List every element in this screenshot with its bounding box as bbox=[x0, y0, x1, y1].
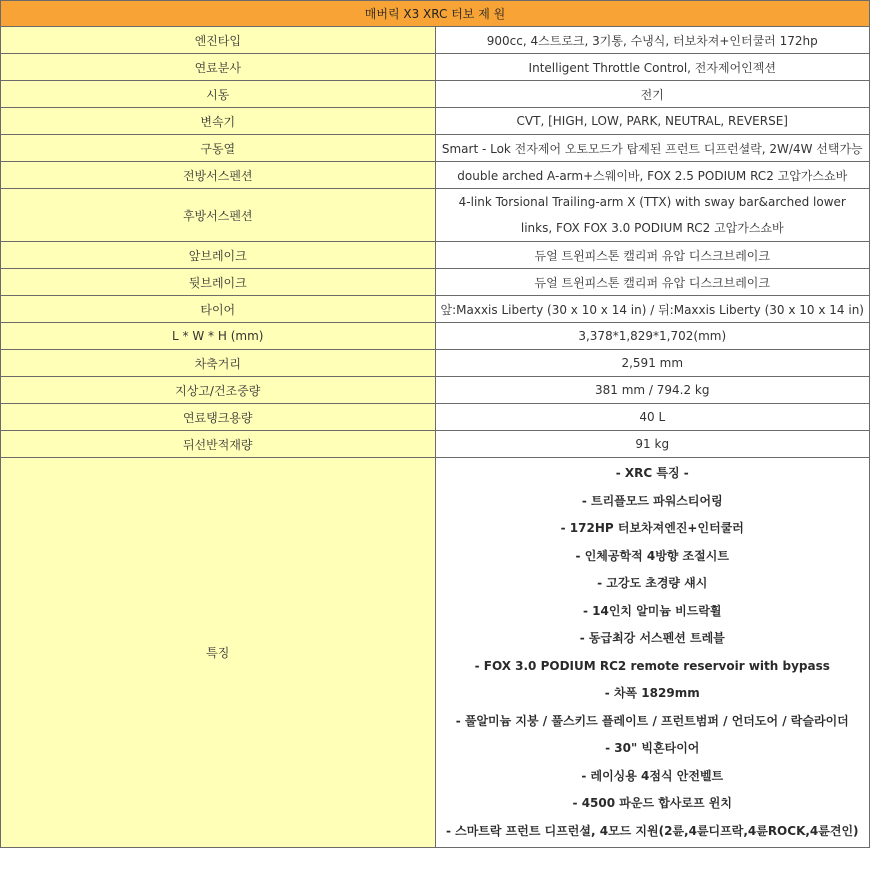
spec-label: 뒤선반적재량 bbox=[1, 431, 436, 458]
feature-item: - 14인치 알미늄 비드락휠 bbox=[582, 603, 722, 618]
feature-item: - 차폭 1829mm bbox=[604, 686, 700, 700]
spec-value: Intelligent Throttle Control, 전자제어인젝션 bbox=[435, 54, 870, 81]
spec-value: 앞:Maxxis Liberty (30 x 10 x 14 in) / 뒤:Maxxis Liberty (30 x 10 x 14 in) bbox=[435, 296, 870, 323]
spec-value: double arched A-arm+스웨이바, FOX 2.5 PODIUM RC2 고압가스쇼바 bbox=[435, 162, 870, 189]
feature-item: - 트리플모드 파워스티어링 bbox=[581, 493, 723, 508]
feature-item: - 스마트락 프런트 디프런셜, 4모드 지원(2륜,4륜디프락,4륜ROCK,4륜견인) bbox=[445, 823, 859, 838]
table-title: 매버릭 X3 XRC 터보 제 원 bbox=[1, 1, 870, 27]
spec-row-front-brake bbox=[1, 242, 870, 269]
feature-item: - FOX 3.0 PODIUM RC2 remote reservoir with bypass bbox=[474, 658, 830, 673]
feature-item: - 30" 빅혼타이어 bbox=[605, 741, 700, 755]
spec-value-line: links, FOX FOX 3.0 PODIUM RC2 고압가스쇼바 bbox=[520, 221, 784, 235]
spec-value: 듀얼 트윈피스톤 캘리퍼 유압 디스크브레이크 bbox=[435, 269, 870, 296]
spec-row-clearance-weight bbox=[1, 377, 870, 404]
spec-label: 변속기 bbox=[1, 108, 436, 135]
spec-value: CVT, [HIGH, LOW, PARK, NEUTRAL, REVERSE] bbox=[435, 108, 870, 135]
spec-row-dimensions bbox=[1, 323, 870, 350]
spec-label: 전방서스펜션 bbox=[1, 162, 436, 189]
spec-value: 381 mm / 794.2 kg bbox=[435, 377, 870, 404]
feature-item: - 인체공학적 4방향 조절시트 bbox=[575, 548, 729, 563]
features-label: 특징 bbox=[1, 458, 436, 848]
spec-row-rear-suspension bbox=[1, 189, 870, 242]
spec-label: L * W * H (mm) bbox=[1, 323, 436, 350]
spec-row-fuel-injection bbox=[1, 54, 870, 81]
spec-row-drivetrain bbox=[1, 135, 870, 162]
spec-row-engine bbox=[1, 27, 870, 54]
spec-label: 시동 bbox=[1, 81, 436, 108]
spec-value: 900cc, 4스트로크, 3기통, 수냉식, 터보차져+인터쿨러 172hp bbox=[435, 27, 870, 54]
feature-item: - 풀알미늄 지붕 / 풀스키드 플레이트 / 프런트범퍼 / 언더도어 / 락슬라이더 bbox=[455, 713, 849, 728]
feature-item: - 레이싱용 4점식 안전벨트 bbox=[581, 768, 724, 783]
spec-row-tires bbox=[1, 296, 870, 323]
spec-label: 엔진타입 bbox=[1, 27, 436, 54]
spec-label: 연료분사 bbox=[1, 54, 436, 81]
feature-item: - 고강도 초경량 섀시 bbox=[597, 576, 708, 590]
spec-value: 40 L bbox=[435, 404, 870, 431]
feature-item: - 동급최강 서스펜션 트레블 bbox=[579, 631, 725, 645]
spec-label: 앞브레이크 bbox=[1, 242, 436, 269]
spec-value: 2,591 mm bbox=[435, 350, 870, 377]
spec-row-starter bbox=[1, 81, 870, 108]
feature-item: - XRC 특징 - bbox=[615, 466, 689, 480]
feature-item: - 172HP 터보차져엔진+인터쿨러 bbox=[560, 521, 744, 535]
feature-item: - 4500 파운드 합사로프 윈치 bbox=[572, 796, 732, 810]
spec-value: 3,378*1,829*1,702(mm) bbox=[435, 323, 870, 350]
spec-row-cargo-capacity bbox=[1, 431, 870, 458]
spec-value bbox=[435, 189, 870, 242]
spec-value: Smart - Lok 전자제어 오토모드가 탑제된 프런트 디프런셜락, 2W/4W 선택가능 bbox=[435, 135, 870, 162]
spec-label: 연료탱크용량 bbox=[1, 404, 436, 431]
features-list bbox=[435, 458, 870, 848]
spec-value-line: 4-link Torsional Trailing-arm X (TTX) with sway bar&arched lower bbox=[458, 195, 846, 209]
spec-value: 전기 bbox=[435, 81, 870, 108]
spec-label: 차축거리 bbox=[1, 350, 436, 377]
spec-label: 뒷브레이크 bbox=[1, 269, 436, 296]
spec-label: 구동열 bbox=[1, 135, 436, 162]
spec-label: 지상고/건조중량 bbox=[1, 377, 436, 404]
spec-value: 듀얼 트윈피스톤 캘리퍼 유압 디스크브레이크 bbox=[435, 242, 870, 269]
spec-label: 후방서스펜션 bbox=[1, 189, 436, 242]
spec-row-transmission bbox=[1, 108, 870, 135]
spec-row-fuel-tank bbox=[1, 404, 870, 431]
title-row bbox=[1, 1, 870, 27]
spec-value: 91 kg bbox=[435, 431, 870, 458]
spec-row-wheelbase bbox=[1, 350, 870, 377]
spec-label: 타이어 bbox=[1, 296, 436, 323]
spec-row-front-suspension bbox=[1, 162, 870, 189]
spec-row-rear-brake bbox=[1, 269, 870, 296]
features-row bbox=[1, 458, 870, 848]
